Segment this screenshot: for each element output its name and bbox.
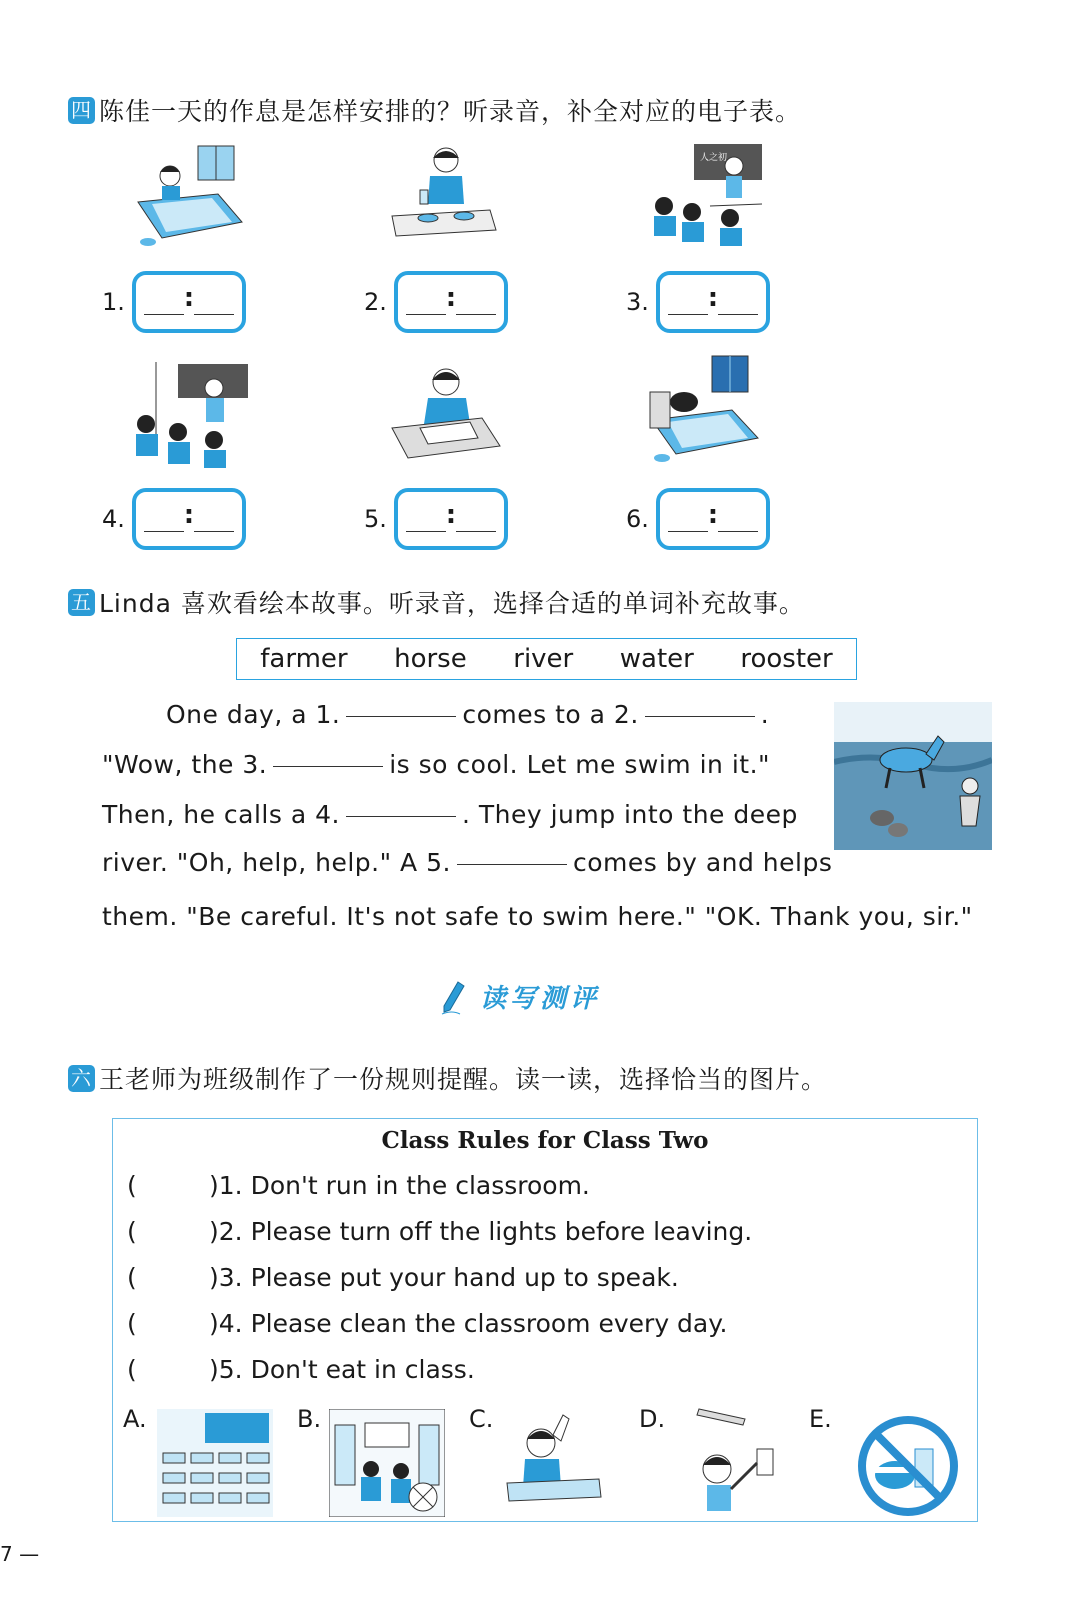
- turn-off-lights-image: [685, 1403, 785, 1515]
- going-to-bed-image: [646, 354, 764, 466]
- time-input-box[interactable]: :: [132, 488, 246, 550]
- story-line: them. "Be careful. It's not safe to swim here." "OK. Thank you, sir.": [102, 902, 973, 931]
- story-line: Then, he calls a 4. . They jump into the deep: [102, 800, 798, 829]
- answer-paren[interactable]: ): [209, 1171, 219, 1200]
- rule-item: ( )1. Don't run in the classroom.: [127, 1171, 590, 1200]
- item-number: 5.: [364, 505, 387, 533]
- option-label: C.: [469, 1405, 494, 1433]
- section-5-instruction: Linda 喜欢看绘本故事。听录音，选择合适的单词补充故事。: [99, 589, 805, 618]
- story-line: "Wow, the 3. is so cool. Let me swim in it.": [102, 750, 771, 779]
- answer-blank[interactable]: [645, 715, 755, 717]
- time-input-box[interactable]: :: [132, 271, 246, 333]
- word-bank-item: river: [513, 644, 574, 674]
- option-label: A.: [123, 1405, 147, 1433]
- no-eating-sign-icon: [857, 1415, 959, 1517]
- answer-paren[interactable]: ): [209, 1217, 219, 1246]
- time-input-box[interactable]: :: [394, 271, 508, 333]
- answer-blank[interactable]: [346, 715, 456, 717]
- item-number: 6.: [626, 505, 649, 533]
- word-bank-item: water: [619, 644, 694, 674]
- answer-paren[interactable]: ): [209, 1309, 219, 1338]
- rule-item: ( )4. Please clean the classroom every day.: [127, 1309, 728, 1338]
- time-input-box[interactable]: :: [394, 488, 508, 550]
- word-bank-item: farmer: [260, 644, 348, 674]
- class-with-teacher-image: [650, 144, 765, 248]
- section-6-instruction: 王老师为班级制作了一份规则提醒。读一读，选择恰当的图片。: [99, 1065, 828, 1094]
- reading-writing-heading: 读写测评: [480, 984, 601, 1014]
- clean-classroom-image: [157, 1409, 273, 1517]
- rule-item: ( )2. Please turn off the lights before leaving.: [127, 1217, 753, 1246]
- running-in-classroom-image: [329, 1409, 445, 1517]
- option-label: B.: [297, 1405, 322, 1433]
- story-line: One day, a 1. comes to a 2. .: [166, 700, 770, 729]
- item-number: 2.: [364, 288, 387, 316]
- section-4-instruction: 陈佳一天的作息是怎样安排的？听录音，补全对应的电子表。: [99, 97, 802, 126]
- section-5-title: [68, 584, 805, 620]
- pencil-icon: [440, 980, 466, 1016]
- section-6-badge: 六: [68, 1065, 95, 1092]
- answer-blank[interactable]: [457, 863, 567, 865]
- answer-paren[interactable]: ): [209, 1355, 219, 1384]
- answer-blank[interactable]: [273, 765, 383, 767]
- time-input-box[interactable]: :: [656, 488, 770, 550]
- hand-up-image: [503, 1409, 607, 1513]
- section-5-badge: 五: [68, 589, 95, 616]
- answer-paren[interactable]: ): [209, 1263, 219, 1292]
- item-number: 1.: [102, 288, 125, 316]
- rules-box-title: Class Rules for Class Two: [381, 1127, 709, 1154]
- eating-breakfast-image: [390, 142, 500, 242]
- item-number: 4.: [102, 505, 125, 533]
- class-rules-box: [112, 1118, 978, 1522]
- section-6-title: [68, 1060, 827, 1096]
- time-input-box[interactable]: :: [656, 271, 770, 333]
- section-4-title: [68, 92, 801, 128]
- option-label: E.: [809, 1405, 832, 1433]
- waking-up-in-bed-image: [132, 142, 252, 250]
- option-label: D.: [639, 1405, 666, 1433]
- doing-homework-image: [390, 362, 502, 462]
- word-bank-item: rooster: [740, 644, 833, 674]
- horse-in-river-farmer-image: [834, 702, 992, 850]
- section-4-badge: 四: [68, 97, 95, 124]
- svg-text:人之初: 人之初: [700, 153, 728, 163]
- answer-blank[interactable]: [346, 815, 456, 817]
- page-number: 7 —: [0, 1542, 40, 1566]
- word-bank-item: horse: [394, 644, 467, 674]
- rule-item: ( )5. Don't eat in class.: [127, 1355, 475, 1384]
- story-line: river. "Oh, help, help." A 5. comes by and helps: [102, 848, 833, 877]
- item-number: 3.: [626, 288, 649, 316]
- word-bank: [236, 638, 857, 680]
- rule-item: ( )3. Please put your hand up to speak.: [127, 1263, 679, 1292]
- afternoon-class-image: [132, 360, 250, 472]
